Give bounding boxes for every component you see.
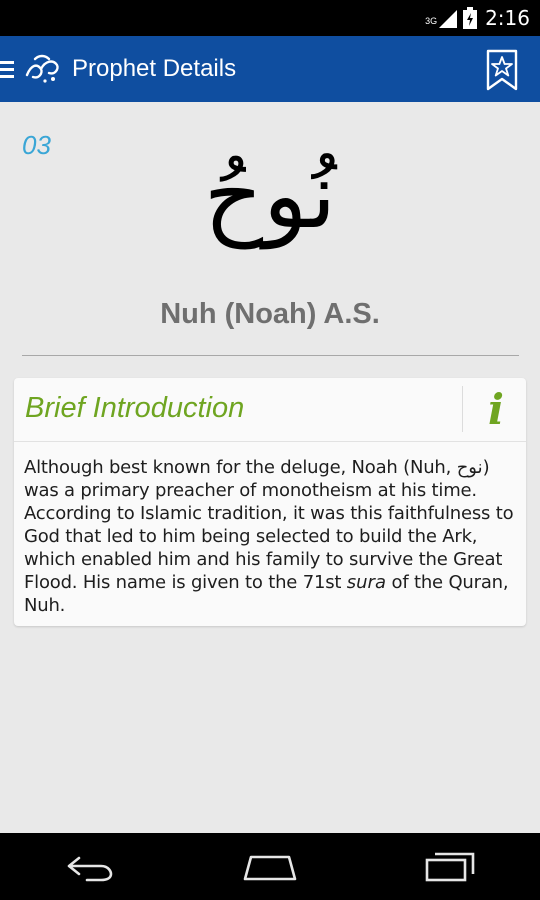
status-bar	[0, 0, 540, 36]
action-bar	[0, 36, 540, 102]
back-arrow-icon	[65, 852, 115, 882]
intro-text-part1: Although best known for the deluge, Noah (Nuh, نوح) was a primary preacher of monotheism at his time. According to Islamic tradition, it was this faithfulness to God that led to him being selected to build the Ark, which enabled him and his family to survive the Great Flood. His name is given to the 71st	[24, 457, 514, 593]
intro-text-italic: sura	[346, 572, 386, 593]
header-divider	[462, 386, 463, 432]
divider	[22, 355, 519, 356]
card-title: Brief Introduction	[25, 392, 245, 424]
page-title: Prophet Details	[72, 55, 237, 82]
bookmark-star-icon	[485, 49, 519, 91]
prophet-arabic-name: نُوحُ	[203, 142, 337, 249]
home-icon	[243, 853, 297, 881]
home-button[interactable]	[225, 837, 315, 897]
recent-apps-icon	[425, 852, 475, 882]
brief-introduction-card	[14, 378, 526, 626]
app-logo-icon[interactable]	[22, 48, 64, 90]
info-button[interactable]	[474, 380, 518, 438]
navigation-bar	[0, 833, 540, 900]
prophet-details-content	[0, 102, 540, 833]
info-icon: i	[488, 384, 504, 434]
back-button[interactable]	[45, 837, 135, 897]
network-type-label: 3G	[425, 16, 438, 26]
bookmark-button[interactable]	[484, 48, 520, 92]
prophet-number: 03	[22, 130, 51, 160]
status-time: 2:16	[485, 6, 530, 30]
recent-apps-button[interactable]	[405, 837, 495, 897]
intro-text-part2: of the Quran, Nuh.	[24, 572, 509, 616]
battery-icon	[463, 7, 477, 29]
status-icons	[425, 7, 477, 29]
card-body-text	[24, 456, 520, 617]
prophet-name: Nuh (Noah) A.S.	[160, 298, 380, 330]
card-header	[14, 378, 526, 442]
drawer-menu-icon[interactable]	[0, 36, 18, 102]
signal-icon	[439, 8, 457, 28]
